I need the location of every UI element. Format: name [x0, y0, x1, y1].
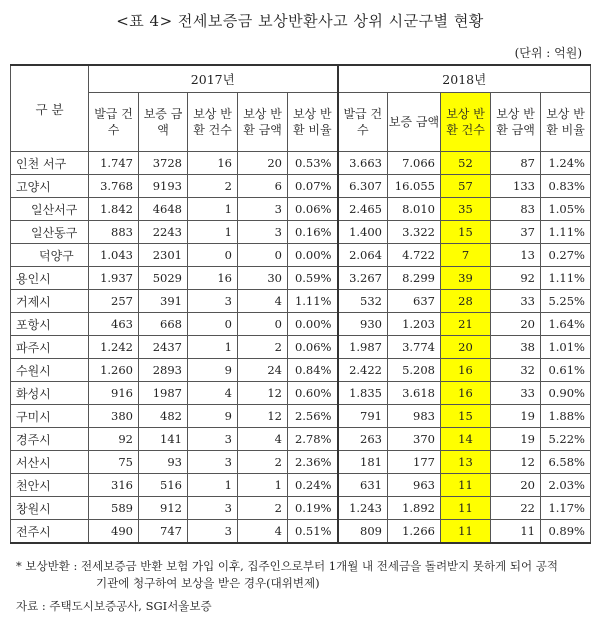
cell-value: 532 [338, 290, 388, 313]
cell-value: 2 [238, 497, 288, 520]
cell-value: 1.835 [338, 382, 388, 405]
cell-value: 637 [388, 290, 441, 313]
cell-value: 3 [188, 290, 238, 313]
table-row [11, 336, 591, 359]
table-row [11, 290, 591, 313]
cell-value: 20 [491, 313, 541, 336]
col-refund-amount-2018: 보상 반환 금액 [491, 93, 541, 152]
table-row [11, 313, 591, 336]
cell-value: 668 [139, 313, 188, 336]
cell-value: 0.59% [288, 267, 338, 290]
cell-value: 9 [188, 405, 238, 428]
cell-value: 3.618 [388, 382, 441, 405]
cell-value: 181 [338, 451, 388, 474]
cell-value: 1 [188, 221, 238, 244]
year-2017-header: 2017년 [89, 65, 338, 93]
col-amount-2017: 보증 금액 [139, 93, 188, 152]
cell-value: 1987 [139, 382, 188, 405]
cell-value: 1.243 [338, 497, 388, 520]
cell-value: 0.89% [541, 520, 591, 544]
region-name: 경주시 [11, 428, 89, 451]
cell-value: 490 [89, 520, 139, 544]
cell-value: 1.203 [388, 313, 441, 336]
region-header: 구 분 [11, 65, 89, 152]
table-row [11, 267, 591, 290]
col-refund-count-2018: 보상 반환 건수 [441, 93, 491, 152]
cell-value: 2.56% [288, 405, 338, 428]
cell-value: 92 [89, 428, 139, 451]
region-name: 인천 서구 [11, 152, 89, 175]
cell-value: 257 [89, 290, 139, 313]
cell-value: 0 [188, 244, 238, 267]
cell-value: 19 [491, 428, 541, 451]
cell-value: 883 [89, 221, 139, 244]
footnote-line-2: 기관에 청구하여 보상을 받은 경우(대위변제) [96, 576, 320, 590]
cell-value: 2893 [139, 359, 188, 382]
cell-value: 3 [188, 451, 238, 474]
cell-value: 33 [491, 382, 541, 405]
col-refund-amount-2017: 보상 반환 금액 [238, 93, 288, 152]
cell-value: 2243 [139, 221, 188, 244]
cell-value: 631 [338, 474, 388, 497]
cell-value: 4 [188, 382, 238, 405]
cell-value: 1.842 [89, 198, 139, 221]
cell-value: 7.066 [388, 152, 441, 175]
cell-value: 1.17% [541, 497, 591, 520]
cell-value: 3 [238, 221, 288, 244]
cell-value: 9 [188, 359, 238, 382]
source-note: 자료 : 주택도시보증공사, SGI서울보증 [16, 599, 212, 613]
cell-value: 1.64% [541, 313, 591, 336]
cell-value: 16 [188, 152, 238, 175]
cell-value: 133 [491, 175, 541, 198]
table-row [11, 359, 591, 382]
cell-value: 1.05% [541, 198, 591, 221]
region-name: 일산서구 [11, 198, 89, 221]
cell-value: 4648 [139, 198, 188, 221]
cell-value: 0.51% [288, 520, 338, 544]
table-row [11, 152, 591, 175]
cell-value: 6.307 [338, 175, 388, 198]
cell-value: 0.24% [288, 474, 338, 497]
cell-value: 1.01% [541, 336, 591, 359]
cell-value: 12 [238, 405, 288, 428]
cell-value: 0 [188, 313, 238, 336]
cell-value: 11 [441, 520, 491, 544]
region-name: 전주시 [11, 520, 89, 544]
cell-value: 16 [188, 267, 238, 290]
cell-value: 1.266 [388, 520, 441, 544]
cell-value: 8.299 [388, 267, 441, 290]
cell-value: 37 [491, 221, 541, 244]
cell-value: 4 [238, 290, 288, 313]
table-row [11, 244, 591, 267]
cell-value: 2.36% [288, 451, 338, 474]
cell-value: 20 [441, 336, 491, 359]
cell-value: 39 [441, 267, 491, 290]
cell-value: 35 [441, 198, 491, 221]
table-row [11, 405, 591, 428]
cell-value: 0.00% [288, 313, 338, 336]
cell-value: 0.84% [288, 359, 338, 382]
table-row [11, 175, 591, 198]
cell-value: 809 [338, 520, 388, 544]
cell-value: 32 [491, 359, 541, 382]
cell-value: 8.010 [388, 198, 441, 221]
cell-value: 4 [238, 428, 288, 451]
region-name: 일산동구 [11, 221, 89, 244]
cell-value: 930 [338, 313, 388, 336]
region-name: 서산시 [11, 451, 89, 474]
cell-value: 3 [188, 428, 238, 451]
cell-value: 3 [188, 520, 238, 544]
cell-value: 75 [89, 451, 139, 474]
cell-value: 83 [491, 198, 541, 221]
cell-value: 983 [388, 405, 441, 428]
cell-value: 1.11% [541, 267, 591, 290]
cell-value: 2.422 [338, 359, 388, 382]
cell-value: 12 [238, 382, 288, 405]
table-row [11, 520, 591, 544]
cell-value: 3 [188, 497, 238, 520]
cell-value: 5.22% [541, 428, 591, 451]
cell-value: 1.24% [541, 152, 591, 175]
cell-value: 52 [441, 152, 491, 175]
cell-value: 3.663 [338, 152, 388, 175]
cell-value: 1.11% [288, 290, 338, 313]
col-refund-ratio-2017: 보상 반환 비율 [288, 93, 338, 152]
region-name: 화성시 [11, 382, 89, 405]
cell-value: 3.322 [388, 221, 441, 244]
cell-value: 13 [441, 451, 491, 474]
cell-value: 0.83% [541, 175, 591, 198]
cell-value: 16 [441, 359, 491, 382]
cell-value: 11 [441, 497, 491, 520]
col-issued-2018: 발급 건수 [338, 93, 388, 152]
cell-value: 1.937 [89, 267, 139, 290]
cell-value: 1.892 [388, 497, 441, 520]
cell-value: 92 [491, 267, 541, 290]
cell-value: 1 [188, 336, 238, 359]
cell-value: 9193 [139, 175, 188, 198]
cell-value: 38 [491, 336, 541, 359]
cell-value: 463 [89, 313, 139, 336]
cell-value: 87 [491, 152, 541, 175]
table-row [11, 451, 591, 474]
cell-value: 0.27% [541, 244, 591, 267]
cell-value: 2.03% [541, 474, 591, 497]
cell-value: 7 [441, 244, 491, 267]
cell-value: 20 [491, 474, 541, 497]
region-name: 용인시 [11, 267, 89, 290]
cell-value: 2437 [139, 336, 188, 359]
statistics-table [10, 64, 591, 544]
cell-value: 16 [441, 382, 491, 405]
cell-value: 13 [491, 244, 541, 267]
region-name: 파주시 [11, 336, 89, 359]
cell-value: 11 [441, 474, 491, 497]
cell-value: 12 [491, 451, 541, 474]
cell-value: 0.00% [288, 244, 338, 267]
cell-value: 791 [338, 405, 388, 428]
cell-value: 0.90% [541, 382, 591, 405]
cell-value: 93 [139, 451, 188, 474]
cell-value: 0.06% [288, 336, 338, 359]
cell-value: 0.19% [288, 497, 338, 520]
cell-value: 14 [441, 428, 491, 451]
cell-value: 2301 [139, 244, 188, 267]
cell-value: 0.53% [288, 152, 338, 175]
cell-value: 516 [139, 474, 188, 497]
footnote-line-1: * 보상반환 : 전세보증금 반환 보험 가입 이후, 집주인으로부터 1개월 내 전세금을 돌려받지 못하게 되어 공적 [16, 559, 559, 573]
table-row [11, 497, 591, 520]
cell-value: 0 [238, 244, 288, 267]
cell-value: 916 [89, 382, 139, 405]
unit-label: (단위 : 억원) [514, 46, 582, 60]
cell-value: 391 [139, 290, 188, 313]
cell-value: 15 [441, 221, 491, 244]
cell-value: 3728 [139, 152, 188, 175]
cell-value: 1.11% [541, 221, 591, 244]
cell-value: 2.78% [288, 428, 338, 451]
cell-value: 1 [188, 474, 238, 497]
cell-value: 5.25% [541, 290, 591, 313]
cell-value: 24 [238, 359, 288, 382]
cell-value: 0.07% [288, 175, 338, 198]
cell-value: 5.208 [388, 359, 441, 382]
cell-value: 11 [491, 520, 541, 544]
cell-value: 15 [441, 405, 491, 428]
cell-value: 33 [491, 290, 541, 313]
year-2018-header: 2018년 [338, 65, 591, 93]
table-row [11, 221, 591, 244]
table-body [11, 152, 591, 544]
region-name: 수원시 [11, 359, 89, 382]
cell-value: 2.465 [338, 198, 388, 221]
region-name: 덕양구 [11, 244, 89, 267]
cell-value: 3 [238, 198, 288, 221]
region-name: 구미시 [11, 405, 89, 428]
cell-value: 16.055 [388, 175, 441, 198]
region-name: 고양시 [11, 175, 89, 198]
region-name: 거제시 [11, 290, 89, 313]
region-name: 천안시 [11, 474, 89, 497]
cell-value: 1.242 [89, 336, 139, 359]
region-name: 포항시 [11, 313, 89, 336]
cell-value: 28 [441, 290, 491, 313]
cell-value: 1 [238, 474, 288, 497]
cell-value: 1.88% [541, 405, 591, 428]
cell-value: 2.064 [338, 244, 388, 267]
cell-value: 1 [188, 198, 238, 221]
cell-value: 380 [89, 405, 139, 428]
cell-value: 370 [388, 428, 441, 451]
cell-value: 589 [89, 497, 139, 520]
cell-value: 1.043 [89, 244, 139, 267]
cell-value: 263 [338, 428, 388, 451]
cell-value: 1.400 [338, 221, 388, 244]
cell-value: 0 [238, 313, 288, 336]
footnote [16, 558, 591, 592]
table-row [11, 198, 591, 221]
cell-value: 3.267 [338, 267, 388, 290]
table-row [11, 474, 591, 497]
col-refund-ratio-2018: 보상 반환 비율 [541, 93, 591, 152]
cell-value: 4 [238, 520, 288, 544]
cell-value: 482 [139, 405, 188, 428]
cell-value: 3.768 [89, 175, 139, 198]
cell-value: 0.61% [541, 359, 591, 382]
cell-value: 177 [388, 451, 441, 474]
cell-value: 1.260 [89, 359, 139, 382]
col-refund-count-2017: 보상 반환 건수 [188, 93, 238, 152]
cell-value: 20 [238, 152, 288, 175]
cell-value: 1.747 [89, 152, 139, 175]
cell-value: 0.60% [288, 382, 338, 405]
cell-value: 0.16% [288, 221, 338, 244]
col-amount-2018: 보증 금액 [388, 93, 441, 152]
cell-value: 963 [388, 474, 441, 497]
cell-value: 747 [139, 520, 188, 544]
cell-value: 19 [491, 405, 541, 428]
table-title: <표 4> 전세보증금 보상반환사고 상위 시군구별 현황 [116, 12, 484, 30]
cell-value: 6.58% [541, 451, 591, 474]
cell-value: 1.987 [338, 336, 388, 359]
cell-value: 30 [238, 267, 288, 290]
cell-value: 21 [441, 313, 491, 336]
cell-value: 57 [441, 175, 491, 198]
region-name: 창원시 [11, 497, 89, 520]
cell-value: 6 [238, 175, 288, 198]
cell-value: 912 [139, 497, 188, 520]
cell-value: 3.774 [388, 336, 441, 359]
cell-value: 5029 [139, 267, 188, 290]
cell-value: 2 [188, 175, 238, 198]
table-row [11, 428, 591, 451]
cell-value: 22 [491, 497, 541, 520]
cell-value: 141 [139, 428, 188, 451]
cell-value: 316 [89, 474, 139, 497]
cell-value: 0.06% [288, 198, 338, 221]
cell-value: 2 [238, 451, 288, 474]
cell-value: 4.722 [388, 244, 441, 267]
table-row [11, 382, 591, 405]
cell-value: 2 [238, 336, 288, 359]
col-issued-2017: 발급 건수 [89, 93, 139, 152]
